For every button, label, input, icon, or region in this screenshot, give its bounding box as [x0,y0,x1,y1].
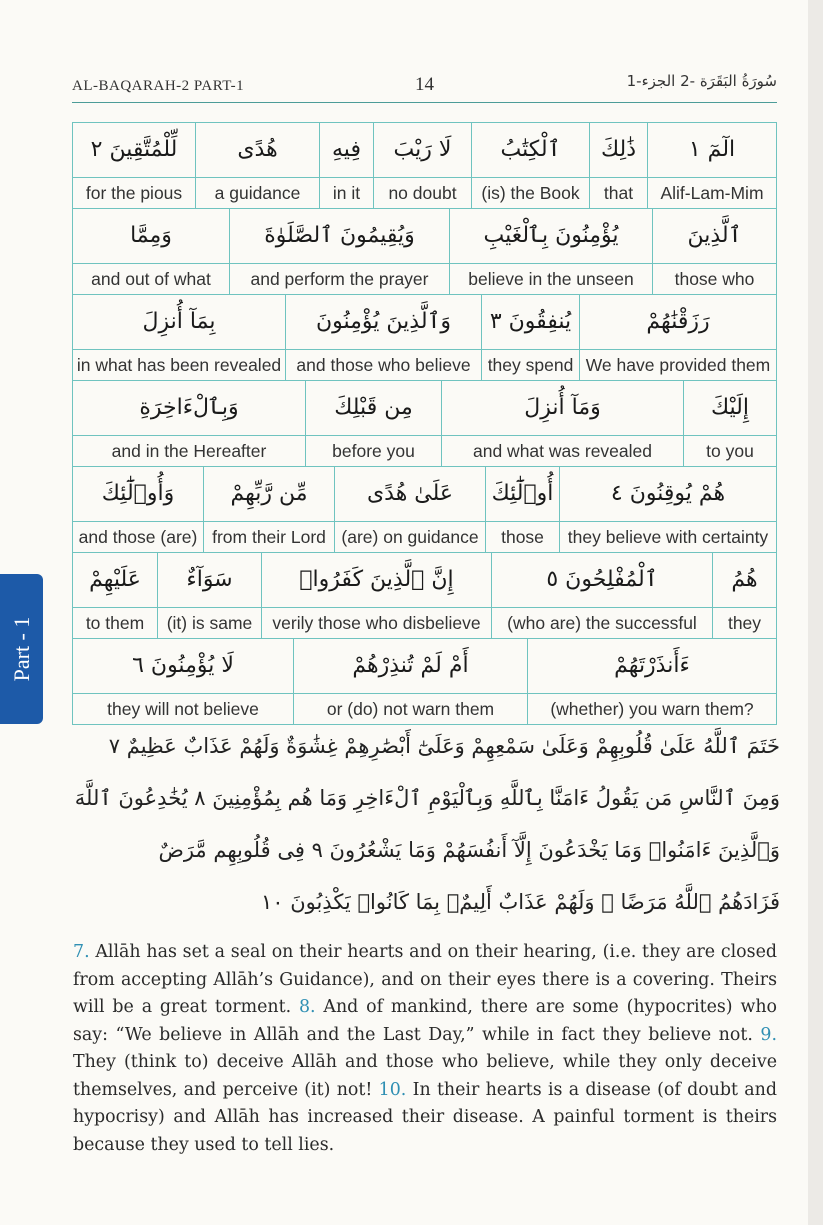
en-cell: (whether) you warn them? [527,694,776,724]
ar-cell: وَٱلَّذِينَ يُؤْمِنُونَ [285,295,481,349]
ar-cell: ٱلْمُفْلِحُونَ ٥ [491,553,712,607]
arabic-line: وَٱلَّذِينَ ءَامَنُوا۟ وَمَا يَخْدَعُونَ إِلَّآ أَنفُسَهُمْ وَمَا يَشْعُرُونَ ٩ فِى قُلُوبِهِم مَّرَضٌ [158,838,780,862]
en-cell: from their Lord [203,522,334,552]
en-cell: they spend [481,350,579,380]
en-cell: Alif-Lam-Mim [647,178,776,208]
page-header [72,72,777,102]
arabic-row-7 [73,639,776,694]
verse-text: Allāh has set a seal on their hearts and on their hearing, (i.e. they are closed from accepting Allāh’s Guidance), and on their eyes there is a covering. Theirs will be a great torment. [73,942,777,1017]
en-cell: and in the Hereafter [111,441,267,461]
en-cell: and those who believe [285,350,481,380]
ar-cell: لَا رَيْبَ [373,123,471,177]
verse-text: They (think to) deceive Allāh and those who believe, while they only deceive themselves, and perceive (it) not! [73,1052,777,1100]
english-row-2 [73,264,776,295]
ar-cell: هُدًى [195,123,319,177]
ar-cell: عَلَىٰ هُدًى [334,467,485,521]
en-cell: We have provided them [579,350,776,380]
en-cell: they believe with certainty [559,522,776,552]
en-cell: and perform the prayer [229,264,449,294]
en-cell: those [485,522,559,552]
verse-number: 8. [298,997,316,1017]
en-cell: and what was revealed [441,436,683,466]
ar-cell: سَوَآءٌ [157,553,261,607]
part-side-tab [0,574,43,724]
arabic-line: فَزَادَهُمُ ٱللَّهُ مَرَضًا ۖ وَلَهُمْ عَذَابٌ أَلِيمٌۢ بِمَا كَانُوا۟ يَكْذِبُونَ ١٠ [260,890,780,914]
english-row-1 [73,178,776,209]
ar-cell: فِيهِ [319,123,373,177]
header-rule [72,102,777,103]
ar-cell: وَمِمَّا [130,223,172,248]
en-cell: for the pious [85,183,183,203]
en-cell: they will not believe [107,699,259,719]
en-cell: to you [683,436,776,466]
ar-cell: ٱلَّذِينَ [652,209,776,263]
en-cell: no doubt [373,178,471,208]
ar-cell: الٓمٓ ١ [647,123,776,177]
en-cell: and out of what [91,269,211,289]
english-row-3 [73,350,776,381]
en-cell: or (do) not warn them [293,694,527,724]
verse-text: And of mankind, there are some (hypocrites) who say: “We believe in Allāh and the Last Day,” while in fact they believe not. [73,997,777,1045]
arabic-row-6 [73,553,776,608]
page-edge [808,0,823,1225]
ar-cell: رَزَقْنَٰهُمْ [579,295,776,349]
en-cell: (are) on guidance [334,522,485,552]
verse-number: 7. [73,942,90,962]
arabic-row-3 [73,295,776,350]
page-number: 14 [415,74,434,95]
ar-cell: يُنفِقُونَ ٣ [481,295,579,349]
english-row-4 [73,436,776,467]
arabic-row-5 [73,467,776,522]
ar-cell: وَمَآ أُنزِلَ [441,381,683,435]
ar-cell: يُؤْمِنُونَ بِٱلْغَيْبِ [449,209,652,263]
verse-number: 9. [760,1024,777,1045]
english-translation [73,939,777,1159]
en-cell: those who [652,264,776,294]
en-cell: that [589,178,647,208]
part-tab-label: Part - 1 [8,616,34,682]
ar-cell: بِمَآ أُنزِلَ [142,309,216,334]
arabic-row-1 [73,123,776,178]
ar-cell: لَا يُؤْمِنُونَ ٦ [132,653,234,678]
en-cell: in what has been revealed [76,355,282,375]
ar-cell: أُو۟لَٰٓئِكَ [485,467,559,521]
ar-cell: هُمُ [712,553,776,607]
en-cell: believe in the unseen [449,264,652,294]
ar-cell: مِّن رَّبِّهِمْ [203,467,334,521]
arabic-row-4 [73,381,776,436]
en-cell: before you [305,436,441,466]
ar-cell: إِنَّ ٱلَّذِينَ كَفَرُوا۟ [261,553,491,607]
en-cell: (it) is same [157,608,261,638]
ar-cell: وَيُقِيمُونَ ٱلصَّلَوٰةَ [229,209,449,263]
word-by-word-table [72,122,777,725]
en-cell: verily those who disbelieve [261,608,491,638]
ar-cell: ٱلْكِتَٰبُ [471,123,589,177]
verse-text: In their hearts is a disease (of doubt and hypocrisy) and Allāh has increased their disease. A painful torment is theirs because they used to tell lies. [73,1079,778,1155]
ar-cell: أَمْ لَمْ تُنذِرْهُمْ [293,639,527,693]
ar-cell: هُمْ يُوقِنُونَ ٤ [559,467,776,521]
arabic-line: خَتَمَ ٱللَّهُ عَلَىٰ قُلُوبِهِمْ وَعَلَىٰ سَمْعِهِمْ وَعَلَىٰٓ أَبْصَٰرِهِمْ غِشَٰوَةٌ وَلَهُمْ عَذَابٌ عَظِيمٌ ٧ [108,734,780,758]
en-cell: and those (are) [78,527,198,547]
english-row-5 [73,522,776,553]
arabic-verses [70,720,780,928]
english-row-6 [73,608,776,639]
en-cell: they [712,608,776,638]
en-cell: in it [319,178,373,208]
ar-cell: لِّلْمُتَّقِينَ ٢ [90,137,178,162]
verse-number: 10. [378,1079,407,1100]
en-cell: a guidance [195,178,319,208]
en-cell: (is) the Book [471,178,589,208]
ar-cell: وَبِٱلْءَاخِرَةِ [139,395,239,420]
en-cell: (who are) the successful [491,608,712,638]
en-cell: to them [85,613,145,633]
ar-cell: ذَٰلِكَ [589,123,647,177]
ar-cell: مِن قَبْلِكَ [305,381,441,435]
arabic-line: وَمِنَ ٱلنَّاسِ مَن يَقُولُ ءَامَنَّا بِٱللَّهِ وَبِٱلْيَوْمِ ٱلْءَاخِرِ وَمَا هُم بِمُؤْمِنِينَ ٨ يُخَٰدِعُونَ ٱللَّهَ [74,786,780,810]
arabic-row-2 [73,209,776,264]
ar-cell: ءَأَنذَرْتَهُمْ [527,639,776,693]
ar-cell: وَأُو۟لَٰٓئِكَ [101,481,175,506]
header-arabic-title: سُورَةُ البَقَرَة -2 الجزء-1 [626,72,777,90]
header-surah-part: AL-BAQARAH-2 PART-1 [72,78,245,94]
ar-cell: إِلَيْكَ [683,381,776,435]
ar-cell: عَلَيْهِمْ [89,567,141,592]
